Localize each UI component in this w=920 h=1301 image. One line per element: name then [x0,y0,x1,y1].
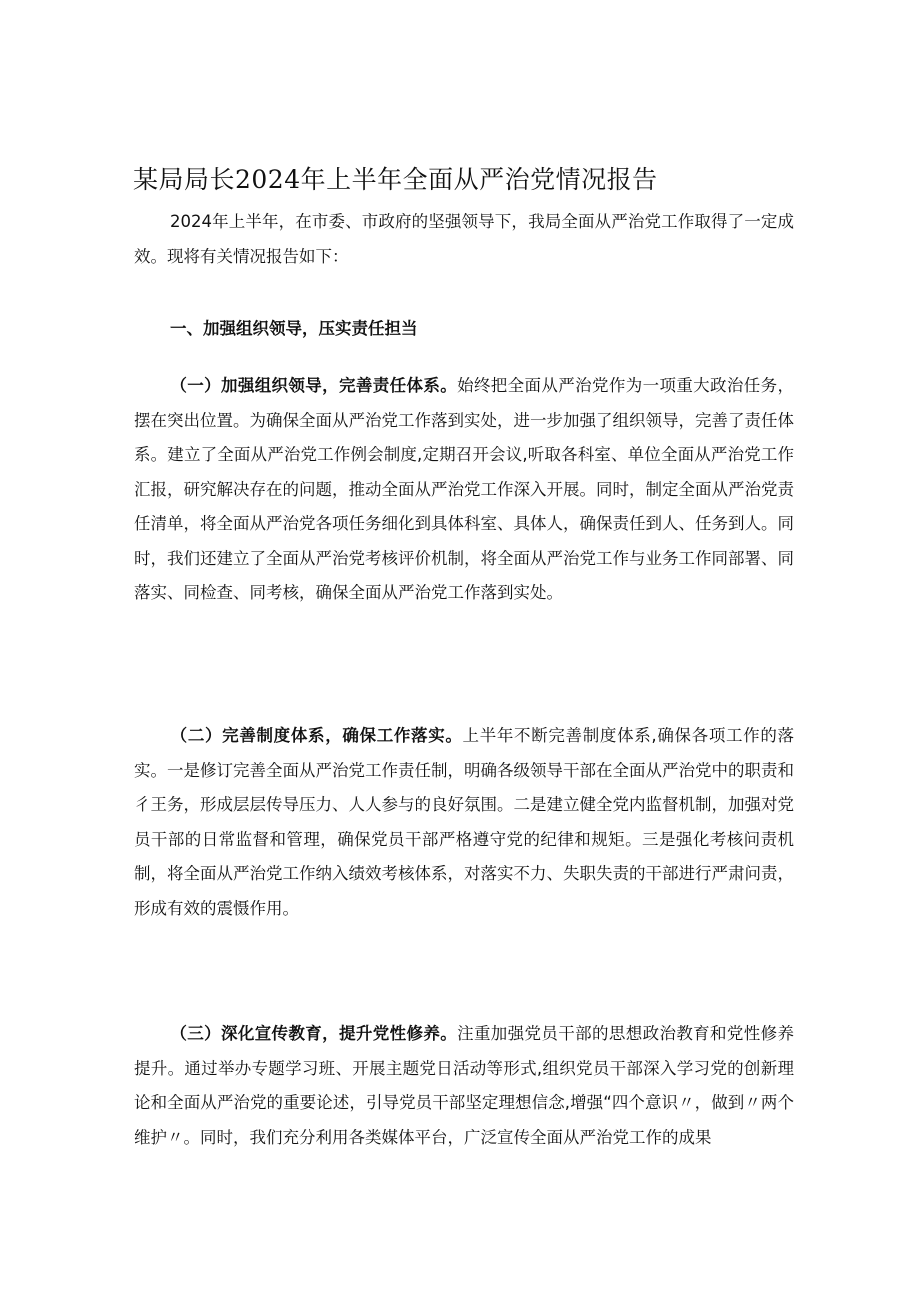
subsection-paragraph-1 [134,369,794,611]
document-title: 某局局长2024年上半年全面从严治党情况报告 [133,164,658,194]
subsection-lead-3: （三）深化宣传教育，提升党性修养。 [170,1024,458,1043]
intro-paragraph [134,205,794,274]
subsection-paragraph-2 [134,719,794,926]
subsection-lead-2: （二）完善制度体系，确保工作落实。 [170,726,463,745]
subsection-body-1: 始终把全面从严治党作为一项重大政治任务，摆在突出位置。为确保全面从严治党工作落到实处，进一步加强了组织领导，完善了责任体系。建立了全面从严治党工作例会制度,定期召开会议,听取各科室、单位全面从严治党工作汇报，研究解决存在的问题，推动全面从严治党工作深入开展。同时，制定全面从严治党责任清单，将全面从严治党各项任务细化到具体科室、具体人，确保责任到人、任务到人。同时，我们还建立了全面从严治党考核评价机制，将全面从严治党工作与业务工作同部署、同落实、同检查、同考核，确保全面从严治党工作落到实处。 [134,376,795,602]
subsection-paragraph-3 [134,1017,794,1155]
subsection-body-3: 注重加强党员干部的思想政治教育和党性修养提升。通过举办专题学习班、开展主题党日活动等形式,组织党员干部深入学习党的创新理论和全面从严治党的重要论述，引导党员干部坚定理想信念,增强“四个意识〃，做到〃两个维护〃。同时，我们充分利用各类媒体平台，广泛宣传全面从严治党工作的成果 [134,1024,795,1147]
intro-text: 2024年上半年，在市委、市政府的坚强领导下，我局全面从严治党工作取得了一定成效。现将有关情况报告如下： [134,212,794,266]
section-heading-1: 一、加强组织领导，压实责任担当 [170,319,418,338]
subsection-body-2: 上半年不断完善制度体系,确保各项工作的落实。一是修订完善全面从严治党工作责任制，明确各级领导干部在全面从严治党中的职责和彳王务，形成层层传导压力、人人参与的良好氛围。二是建立健全党内监督机制，加强对党员干部的日常监督和管理，确保党员干部严格遵守党的纪律和规矩。三是强化考核问责机制，将全面从严治党工作纳入绩效考核体系，对落实不力、失职失责的干部进行严肃问责，形成有效的震慑作用。 [134,726,795,918]
subsection-lead-1: （一）加强组织领导，完善责任体系。 [170,376,458,395]
